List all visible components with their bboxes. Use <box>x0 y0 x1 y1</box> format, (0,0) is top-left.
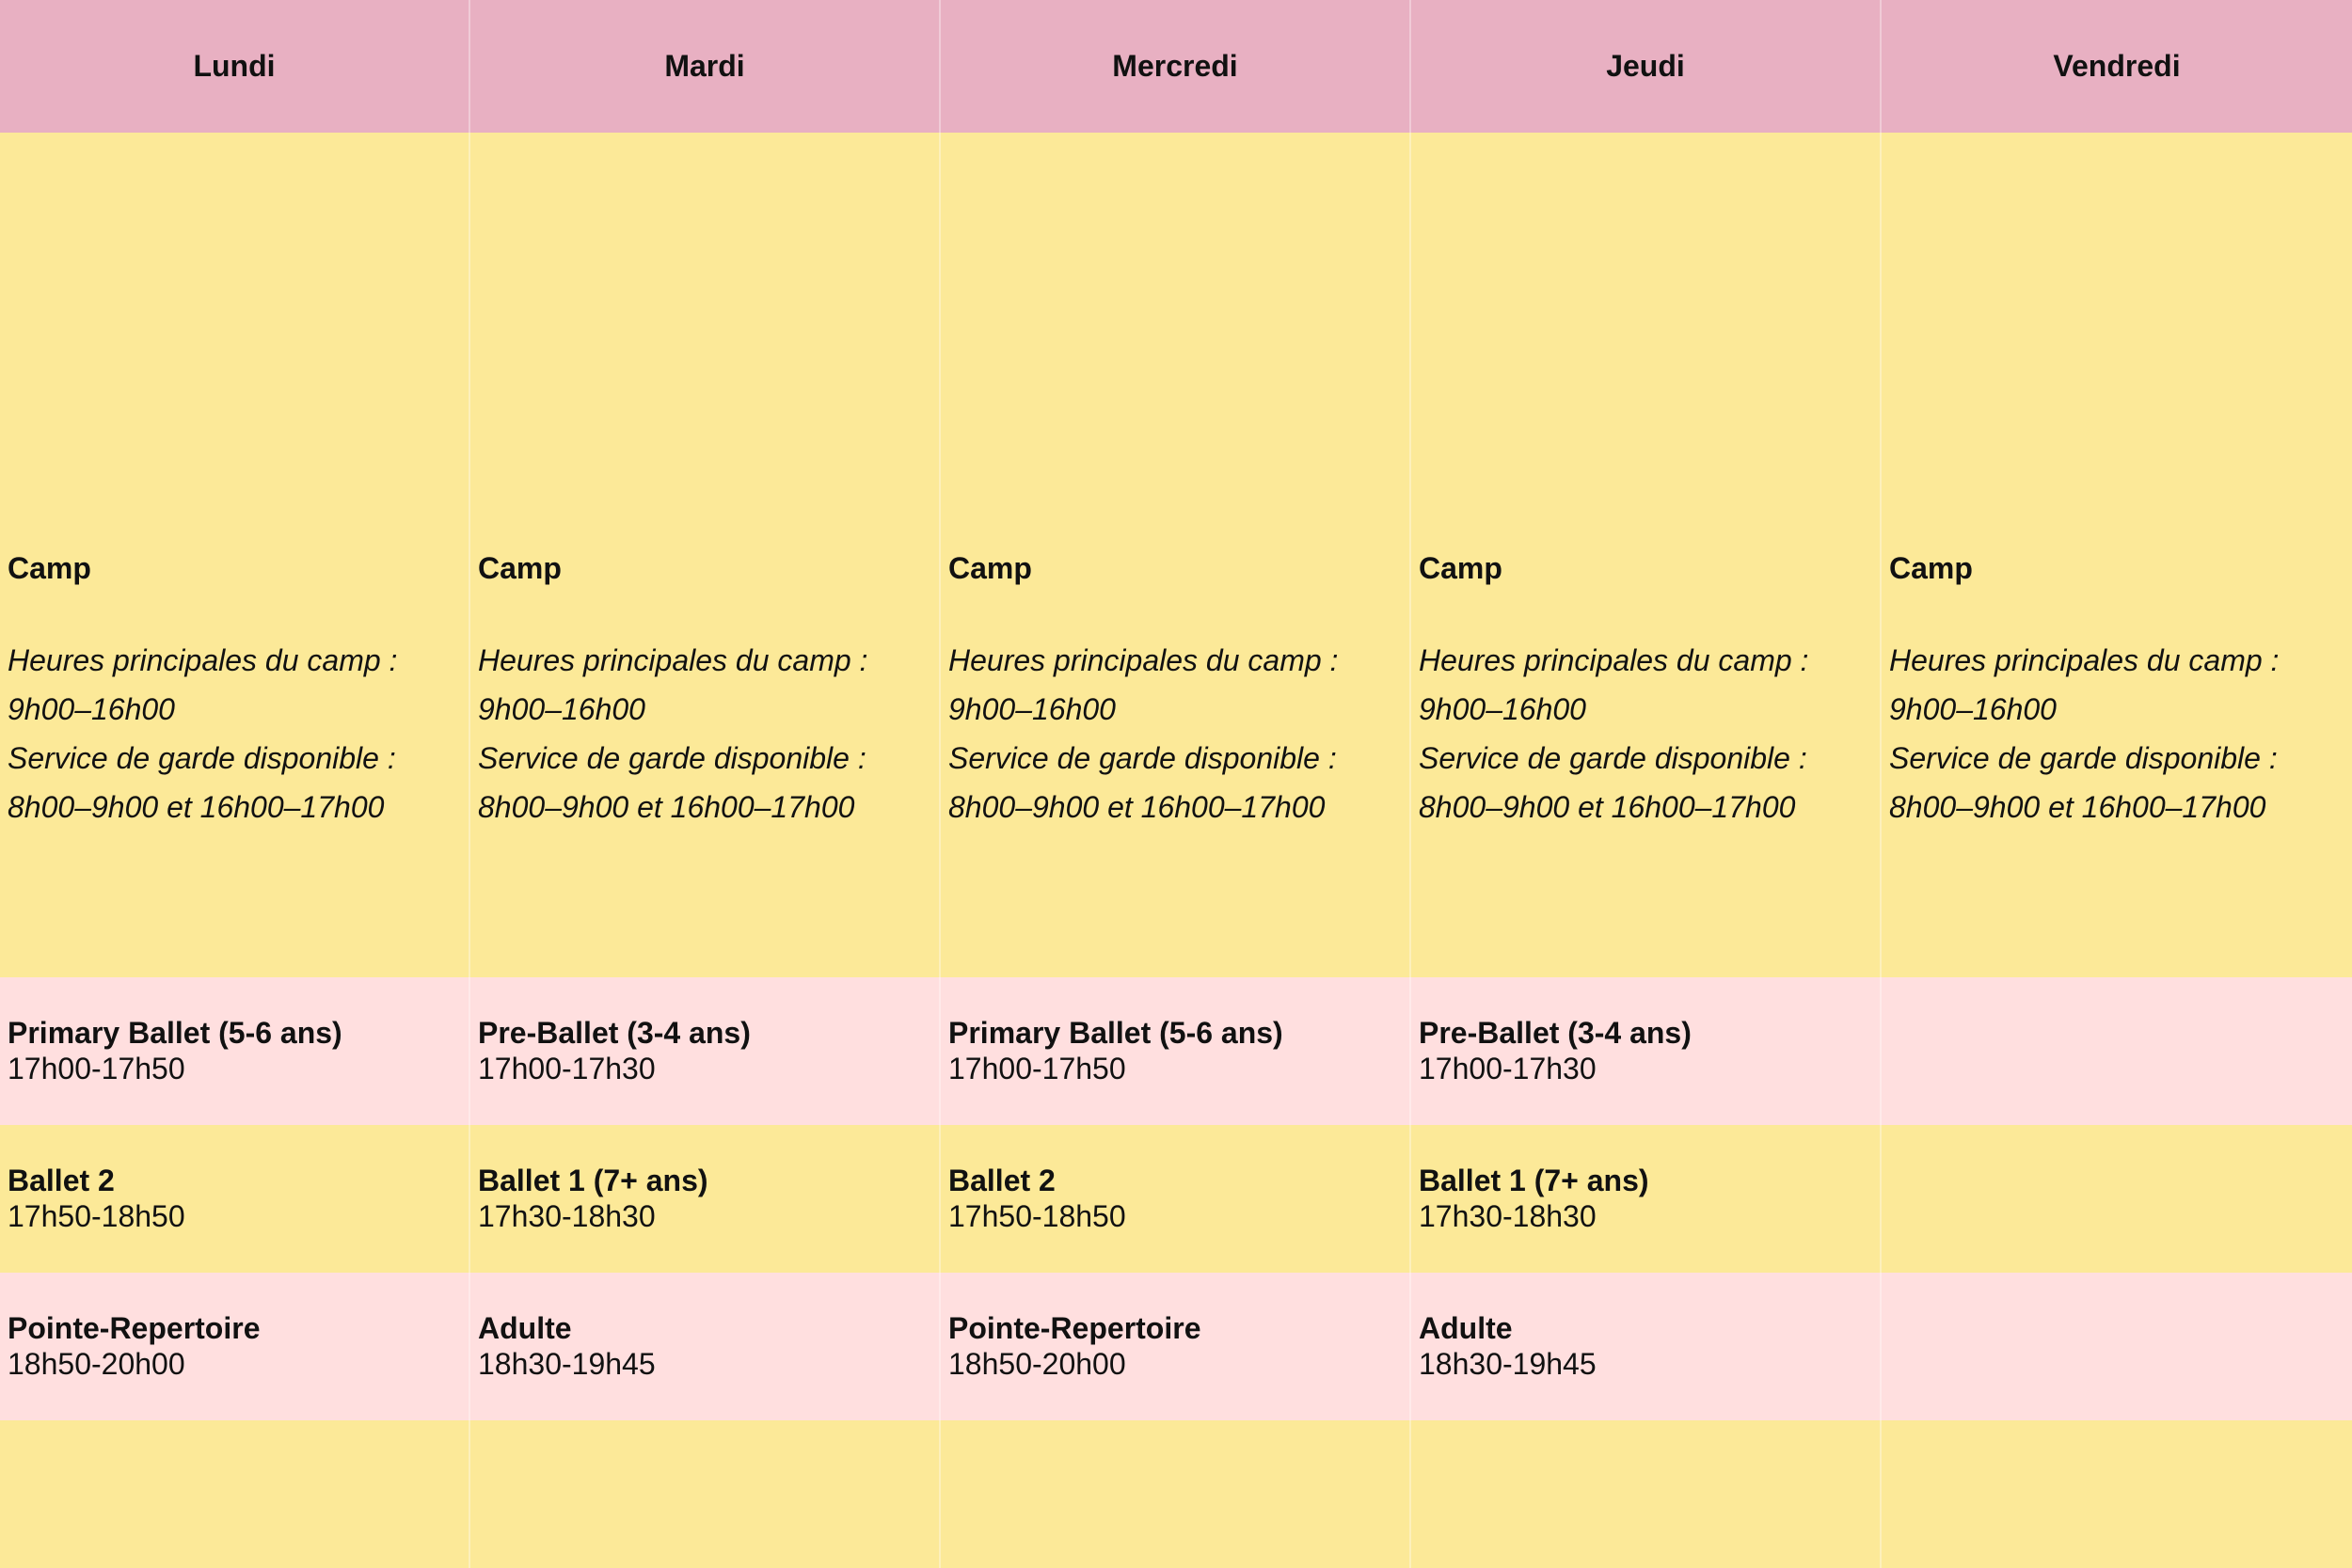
class-cell <box>0 977 470 1125</box>
class-name: Ballet 1 (7+ ans) <box>1419 1164 1649 1197</box>
camp-hours-value: 9h00–16h00 <box>1419 692 1586 726</box>
camp-title: Camp <box>8 551 91 585</box>
class-cell <box>941 977 1411 1125</box>
day-header-mardi <box>470 0 941 133</box>
empty-cell <box>0 1420 470 1568</box>
camp-cell <box>1882 133 2352 977</box>
daycare-label: Service de garde disponible : <box>1419 741 1807 775</box>
camp-title: Camp <box>478 551 562 585</box>
daycare-value: 8h00–9h00 et 16h00–17h00 <box>8 790 385 824</box>
day-label: Lundi <box>193 49 276 83</box>
day-header-lundi <box>0 0 470 133</box>
class-time: 17h30-18h30 <box>1419 1199 1597 1233</box>
class-cell-empty <box>1882 1125 2352 1273</box>
camp-cell <box>1411 133 1882 977</box>
class-time: 17h00-17h30 <box>1419 1052 1597 1085</box>
camp-cell <box>470 133 941 977</box>
camp-hours-label: Heures principales du camp : <box>8 643 398 677</box>
class-name: Adulte <box>478 1311 572 1345</box>
class-name: Ballet 1 (7+ ans) <box>478 1164 708 1197</box>
class-cell-empty <box>1882 1273 2352 1420</box>
class-time: 17h30-18h30 <box>478 1199 656 1233</box>
camp-hours-label: Heures principales du camp : <box>1419 643 1809 677</box>
class-cell <box>0 1273 470 1420</box>
class-time: 18h30-19h45 <box>478 1347 656 1381</box>
day-header-vendredi <box>1882 0 2352 133</box>
daycare-value: 8h00–9h00 et 16h00–17h00 <box>478 790 855 824</box>
class-time: 18h50-20h00 <box>8 1347 185 1381</box>
class-time: 18h50-20h00 <box>948 1347 1126 1381</box>
class-cell <box>0 1125 470 1273</box>
class-cell <box>1411 1273 1882 1420</box>
daycare-label: Service de garde disponible : <box>478 741 866 775</box>
daycare-label: Service de garde disponible : <box>8 741 396 775</box>
daycare-value: 8h00–9h00 et 16h00–17h00 <box>948 790 1326 824</box>
daycare-value: 8h00–9h00 et 16h00–17h00 <box>1419 790 1796 824</box>
class-time: 17h00-17h50 <box>8 1052 185 1085</box>
class-name: Ballet 2 <box>8 1164 115 1197</box>
empty-cell <box>470 1420 941 1568</box>
camp-hours-value: 9h00–16h00 <box>948 692 1116 726</box>
class-name: Pre-Ballet (3-4 ans) <box>1419 1016 1692 1050</box>
camp-title: Camp <box>948 551 1032 585</box>
class-name: Ballet 2 <box>948 1164 1056 1197</box>
class-name: Primary Ballet (5-6 ans) <box>8 1016 342 1050</box>
camp-hours-label: Heures principales du camp : <box>478 643 868 677</box>
class-cell <box>470 1125 941 1273</box>
class-time: 18h30-19h45 <box>1419 1347 1597 1381</box>
day-header-mercredi <box>941 0 1411 133</box>
camp-cell <box>941 133 1411 977</box>
camp-hours-value: 9h00–16h00 <box>8 692 175 726</box>
empty-cell <box>1411 1420 1882 1568</box>
day-label: Mercredi <box>1112 49 1238 83</box>
class-cell <box>1411 977 1882 1125</box>
class-name: Pointe-Repertoire <box>948 1311 1201 1345</box>
class-name: Pre-Ballet (3-4 ans) <box>478 1016 751 1050</box>
day-label: Mardi <box>664 49 745 83</box>
daycare-label: Service de garde disponible : <box>1889 741 2278 775</box>
camp-hours-label: Heures principales du camp : <box>948 643 1339 677</box>
empty-cell <box>1882 1420 2352 1568</box>
class-time: 17h50-18h50 <box>948 1199 1126 1233</box>
day-label: Jeudi <box>1606 49 1685 83</box>
camp-title: Camp <box>1419 551 1502 585</box>
camp-cell <box>0 133 470 977</box>
daycare-label: Service de garde disponible : <box>948 741 1337 775</box>
class-time: 17h50-18h50 <box>8 1199 185 1233</box>
class-time: 17h00-17h30 <box>478 1052 656 1085</box>
class-time: 17h00-17h50 <box>948 1052 1126 1085</box>
class-cell <box>941 1125 1411 1273</box>
empty-cell <box>941 1420 1411 1568</box>
camp-title: Camp <box>1889 551 1973 585</box>
class-cell-empty <box>1882 977 2352 1125</box>
day-header-jeudi <box>1411 0 1882 133</box>
camp-hours-value: 9h00–16h00 <box>478 692 645 726</box>
camp-hours-value: 9h00–16h00 <box>1889 692 2057 726</box>
class-name: Pointe-Repertoire <box>8 1311 261 1345</box>
day-label: Vendredi <box>2053 49 2181 83</box>
class-cell <box>470 1273 941 1420</box>
class-cell <box>470 977 941 1125</box>
class-name: Adulte <box>1419 1311 1513 1345</box>
daycare-value: 8h00–9h00 et 16h00–17h00 <box>1889 790 2266 824</box>
class-name: Primary Ballet (5-6 ans) <box>948 1016 1283 1050</box>
class-cell <box>1411 1125 1882 1273</box>
class-cell <box>941 1273 1411 1420</box>
camp-hours-label: Heures principales du camp : <box>1889 643 2280 677</box>
